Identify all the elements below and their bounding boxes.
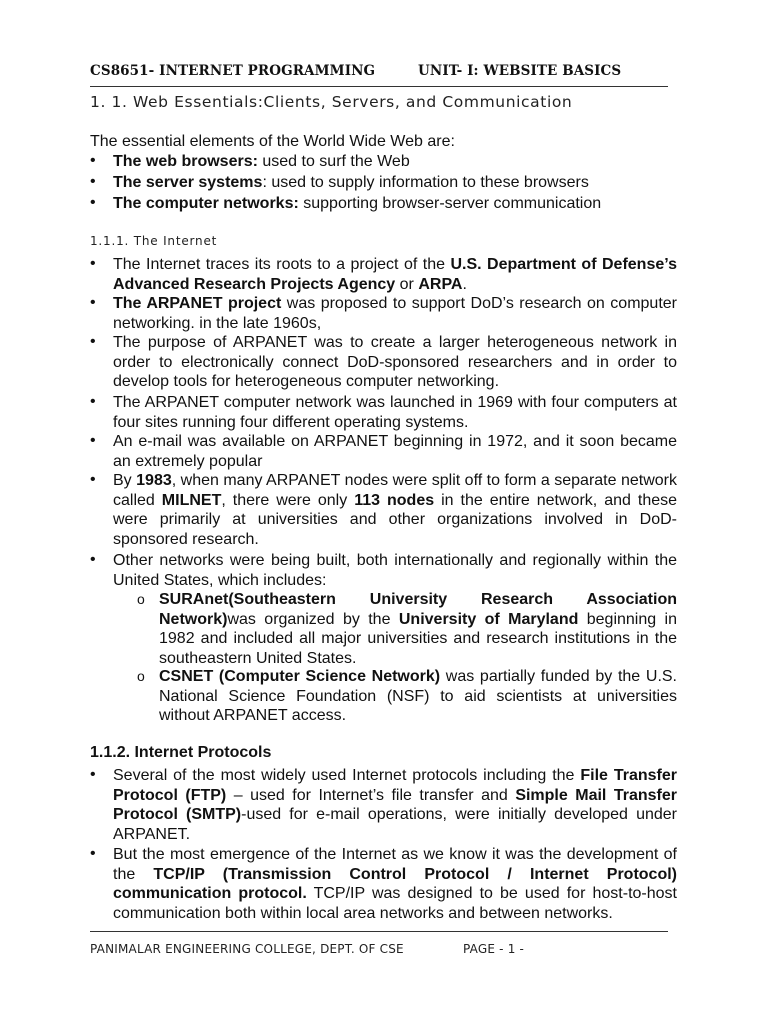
bullet-marker: • bbox=[90, 152, 96, 169]
list-item: The Internet traces its roots to a project of the U.S. Department of Defense’s Advanced Research Projects Agency or ARPA. bbox=[113, 256, 677, 293]
bullet-marker: • bbox=[90, 294, 96, 311]
section-heading-1-1-1: 1.1.1. The Internet bbox=[90, 234, 218, 248]
section-heading-1-1-2: 1.1.2. Internet Protocols bbox=[90, 744, 272, 761]
bullet-marker: • bbox=[90, 845, 96, 862]
bullet-marker: • bbox=[90, 333, 96, 350]
sub-bullet-marker: o bbox=[137, 668, 145, 684]
list-item: But the most emergence of the Internet as we know it was the development of the TCP/IP (Transmission Control Protocol / Internet Protocol) communication protocol. TCP/IP was designed to be used for host-to-host communication both within local area networks and between networks. bbox=[113, 846, 677, 922]
footer-college: PANIMALAR ENGINEERING COLLEGE, DEPT. OF CSE bbox=[90, 942, 404, 956]
list-item: Several of the most widely used Internet protocols including the File Transfer Protocol (FTP) – used for Internet’s file transfer and Simple Mail Transfer Protocol (SMTP)-used for e-mail operations, were initially developed under ARPANET. bbox=[113, 767, 678, 843]
sub-list-item: CSNET (Computer Science Network) was partially funded by the U.S. National Science Foundation (NSF) to aid scientists at universities without ARPANET access. bbox=[159, 668, 678, 724]
list-item: The server systems: used to supply information to these browsers bbox=[113, 174, 589, 191]
list-item: The ARPANET project was proposed to support DoD’s research on computer networking. in the late 1960s, bbox=[113, 295, 677, 332]
sub-bullet-marker: o bbox=[137, 591, 145, 607]
list-item: By 1983, when many ARPANET nodes were split off to form a separate network called MILNET, there were only 113 nodes in the entire network, and these were primarily at universities and other organizations involved in DoD-sponsored research. bbox=[113, 472, 678, 548]
intro-text: The essential elements of the World Wide Web are: bbox=[90, 133, 455, 150]
bullet-marker: • bbox=[90, 173, 96, 190]
sub-list-item: SURAnet(Southeastern University Research Association Network)was organized by the University of Maryland beginning in 1982 and included all major universities and research institutions in the southeastern United States. bbox=[159, 591, 677, 667]
footer-divider bbox=[90, 931, 668, 932]
bullet-marker: • bbox=[90, 194, 96, 211]
list-item: The ARPANET computer network was launched in 1969 with four computers at four sites running four different operating systems. bbox=[113, 394, 677, 431]
list-item: An e-mail was available on ARPANET beginning in 1972, and it soon became an extremely popular bbox=[113, 433, 677, 470]
header-unit-title: UNIT- I: WEBSITE BASICS bbox=[418, 63, 622, 79]
bullet-marker: • bbox=[90, 766, 96, 783]
footer-page-number: PAGE - 1 - bbox=[463, 942, 525, 956]
list-item: The web browsers: used to surf the Web bbox=[113, 153, 410, 170]
header-course-title: CS8651- INTERNET PROGRAMMING bbox=[90, 63, 376, 79]
section-heading-1-1: 1. 1. Web Essentials:Clients, Servers, and Communication bbox=[90, 93, 573, 111]
bullet-marker: • bbox=[90, 255, 96, 272]
bullet-marker: • bbox=[90, 393, 96, 410]
bullet-marker: • bbox=[90, 432, 96, 449]
bullet-marker: • bbox=[90, 471, 96, 488]
list-item: The purpose of ARPANET was to create a larger heterogeneous network in order to electronically connect DoD-sponsored researchers and in order to develop tools for heterogeneous computer networking. bbox=[113, 334, 677, 390]
header-divider bbox=[90, 86, 668, 87]
list-item: Other networks were being built, both internationally and regionally within the United States, which includes: bbox=[113, 552, 677, 589]
list-item: The computer networks: supporting browser-server communication bbox=[113, 195, 602, 212]
bullet-marker: • bbox=[90, 551, 96, 568]
